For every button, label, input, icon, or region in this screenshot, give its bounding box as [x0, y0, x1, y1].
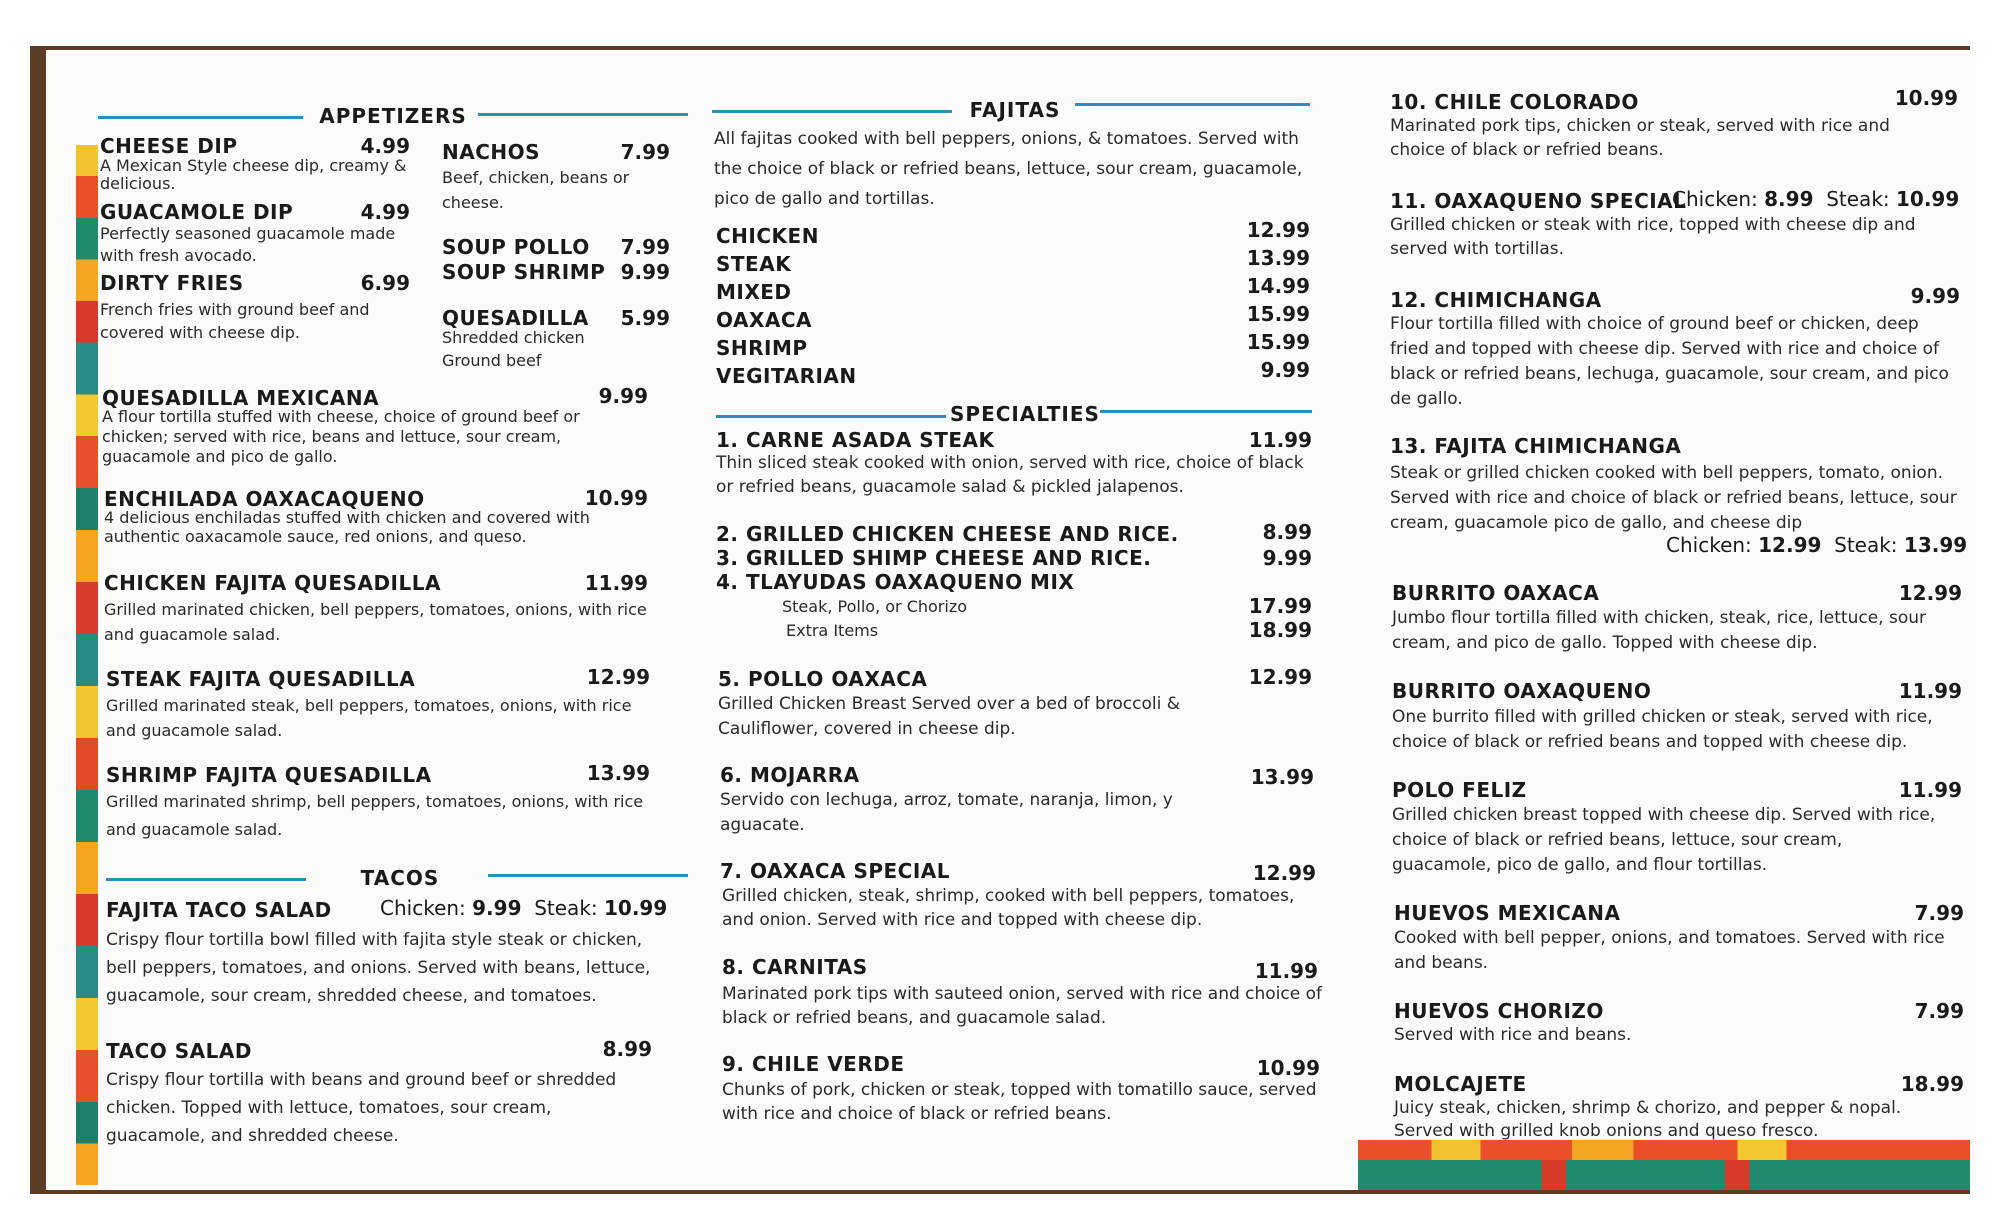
tlayudas-option-2: Extra Items — [786, 621, 879, 640]
fajita-item-chicken: CHICKEN — [716, 224, 819, 248]
burrito-oaxaca-price: 12.99 — [1898, 581, 1962, 605]
chile-verde-desc: Chunks of pork, chicken or steak, topped with tomatillo sauce, served with rice and choice of black or refried beans. — [722, 1080, 1317, 1124]
burrito-oaxaca-name: BURRITO OAXACA — [1392, 581, 1600, 605]
quesadilla-mexicana-name: QUESADILLA MEXICANA — [102, 386, 380, 410]
dirty-fries-name: DIRTY FRIES — [100, 271, 244, 295]
burrito-oaxaca-desc: Jumbo flour tortilla filled with chicken, steak, rice, lettuce, sour cream, and pico de gallo. Topped with cheese dip. — [1392, 608, 1926, 653]
chile-colorado-desc: Marinated pork tips, chicken or steak, served with rice and choice of black or refried beans. — [1390, 116, 1890, 160]
guacamole-dip-desc: Perfectly seasoned guacamole made with fresh avocado. — [100, 224, 396, 265]
quesadilla-mexicana-price: 9.99 — [598, 384, 648, 408]
section-rule — [478, 113, 688, 116]
carnitas-price: 11.99 — [1254, 959, 1318, 983]
huevos-mexicana-name: HUEVOS MEXICANA — [1394, 901, 1621, 925]
carne-asada-price: 11.99 — [1248, 428, 1312, 452]
section-rule — [488, 874, 688, 877]
steak-price: 13.99 — [1903, 533, 1968, 557]
steak-label: Steak: — [534, 896, 598, 920]
fajita-taco-salad-name: FAJITA TACO SALAD — [106, 898, 332, 922]
enchilada-price: 10.99 — [584, 486, 648, 510]
fajita-chimichanga-desc: Steak or grilled chicken cooked with bell peppers, tomato, onion. Served with rice and choice of black or refried beans, lettuce, sour cream, guacamole pico de gallo, and cheese dip — [1390, 463, 1957, 533]
chicken-price: 8.99 — [1764, 187, 1814, 211]
section-rule — [1100, 410, 1312, 413]
fajita-item-vegitarian: VEGITARIAN — [716, 364, 857, 388]
tacos-title: TACOS — [360, 866, 440, 890]
carne-asada-name: 1. CARNE ASADA STEAK — [716, 428, 995, 452]
quesadilla-mexicana-desc: A flour tortilla stuffed with cheese, choice of ground beef or chicken; served with rice, beans and lettuce, sour cream, guacamole and pico de gallo. — [102, 407, 580, 466]
mojarra-desc: Servido con lechuga, arroz, tomate, naranja, limon, y aguacate. — [720, 790, 1173, 835]
huevos-mexicana-desc: Cooked with bell pepper, onions, and tomatoes. Served with rice and beans. — [1394, 928, 1945, 973]
quesadilla-name: QUESADILLA — [442, 306, 589, 330]
guacamole-dip-name: GUACAMOLE DIP — [100, 200, 294, 224]
oaxaqueno-special-prices — [1672, 187, 1962, 211]
chicken-label: Chicken: — [380, 896, 466, 920]
polo-feliz-name: POLO FELIZ — [1392, 778, 1527, 802]
huevos-mexicana-price: 7.99 — [1914, 901, 1964, 925]
chicken-fajita-quesadilla-name: CHICKEN FAJITA QUESADILLA — [104, 571, 441, 595]
tlayudas-name: 4. TLAYUDAS OAXAQUENO MIX — [716, 570, 1075, 594]
cheese-dip-name: CHEESE DIP — [100, 134, 238, 158]
guacamole-dip-price: 4.99 — [360, 200, 410, 224]
pollo-oaxaca-name: 5. POLLO OAXACA — [718, 667, 928, 691]
chicken-price: 12.99 — [1758, 533, 1822, 557]
enchilada-name: ENCHILADA OAXACAQUENO — [104, 487, 425, 511]
fajitas-title: FAJITAS — [969, 98, 1061, 122]
huevos-chorizo-name: HUEVOS CHORIZO — [1394, 999, 1604, 1023]
section-rule — [712, 110, 952, 113]
cheese-dip-desc: A Mexican Style cheese dip, creamy & delicious. — [100, 156, 407, 193]
chile-colorado-name: 10. CHILE COLORADO — [1390, 90, 1639, 114]
dirty-fries-price: 6.99 — [360, 271, 410, 295]
chile-verde-price: 10.99 — [1256, 1056, 1320, 1080]
fajita-taco-salad-desc: Crispy flour tortilla bowl filled with fajita style steak or chicken, bell peppers, tomatoes, and onions. Served with beans, lettuce, guacamole, sour cream, shredded cheese, and tomatoes. — [106, 930, 651, 1006]
mojarra-price: 13.99 — [1250, 765, 1314, 789]
chimichanga-name: 12. CHIMICHANGA — [1390, 288, 1602, 312]
shrimp-fajita-quesadilla-price: 13.99 — [586, 761, 650, 785]
steak-label: Steak: — [1834, 533, 1898, 557]
section-rule — [1075, 103, 1310, 106]
molcajete-desc: Juicy steak, chicken, shrimp & chorizo, and pepper & nopal. Served with grilled knob onions and queso fresco. — [1394, 1098, 1902, 1141]
taco-salad-price: 8.99 — [602, 1037, 652, 1061]
fajita-chimichanga-prices — [1666, 533, 1966, 557]
burrito-oaxaqueno-name: BURRITO OAXAQUENO — [1392, 679, 1652, 703]
fajita-price-shrimp: 15.99 — [1246, 330, 1310, 354]
chicken-fajita-quesadilla-desc: Grilled marinated chicken, bell peppers, tomatoes, onions, with rice and guacamole salad. — [104, 600, 647, 644]
fajita-item-shrimp: SHRIMP — [716, 336, 808, 360]
pollo-oaxaca-desc: Grilled Chicken Breast Served over a bed of broccoli & Cauliflower, covered in cheese dip. — [718, 694, 1180, 739]
decorative-bottom-bar — [1358, 1140, 1970, 1190]
grilled-shimp-cheese-price: 9.99 — [1262, 546, 1312, 570]
fajita-price-steak: 13.99 — [1246, 246, 1310, 270]
soup-shrimp-price: 9.99 — [620, 260, 670, 284]
taco-salad-name: TACO SALAD — [106, 1039, 252, 1063]
taco-salad-desc: Crispy flour tortilla with beans and ground beef or shredded chicken. Topped with lettuce, tomatoes, sour cream, guacamole, and shredded cheese. — [106, 1070, 617, 1146]
tlayudas-option-2-price: 18.99 — [1248, 618, 1312, 642]
oaxaqueno-special-name: 11. OAXAQUENO SPECIAL — [1390, 189, 1687, 213]
fajita-price-mixed: 14.99 — [1246, 274, 1310, 298]
soup-pollo-name: SOUP POLLO — [442, 235, 590, 259]
pollo-oaxaca-price: 12.99 — [1248, 665, 1312, 689]
shrimp-fajita-quesadilla-desc: Grilled marinated shrimp, bell peppers, tomatoes, onions, with rice and guacamole salad. — [106, 792, 644, 839]
oaxaqueno-special-desc: Grilled chicken or steak with rice, topped with cheese dip and served with tortillas. — [1390, 215, 1916, 259]
chimichanga-price: 9.99 — [1910, 284, 1960, 308]
fajita-item-mixed: MIXED — [716, 280, 792, 304]
steak-fajita-quesadilla-price: 12.99 — [586, 665, 650, 689]
fajita-item-oaxaca: OAXACA — [716, 308, 812, 332]
nachos-price: 7.99 — [620, 140, 670, 164]
carnitas-desc: Marinated pork tips with sauteed onion, served with rice and choice of black or refried beans, and guacamole salad. — [722, 984, 1322, 1028]
huevos-chorizo-price: 7.99 — [1914, 999, 1964, 1023]
soup-shrimp-name: SOUP SHRIMP — [442, 260, 606, 284]
fajitas-desc: All fajitas cooked with bell peppers, onions, & tomatoes. Served with the choice of black or refried beans, lettuce, sour cream, guacamole, pico de gallo and tortillas. — [714, 129, 1303, 209]
chicken-price: 9.99 — [472, 896, 522, 920]
steak-fajita-quesadilla-name: STEAK FAJITA QUESADILLA — [106, 667, 416, 691]
quesadilla-option-2: Ground beef — [442, 351, 542, 370]
chile-verde-name: 9. CHILE VERDE — [722, 1052, 905, 1076]
chicken-label: Chicken: — [1666, 533, 1752, 557]
specialties-title: SPECIALTIES — [950, 402, 1100, 426]
fajita-item-steak: STEAK — [716, 252, 792, 276]
dirty-fries-desc: French fries with ground beef and covered with cheese dip. — [100, 300, 370, 342]
steak-label: Steak: — [1826, 187, 1890, 211]
grilled-chicken-cheese-name: 2. GRILLED CHICKEN CHEESE AND RICE. — [716, 522, 1179, 546]
steak-price: 10.99 — [604, 896, 668, 920]
fajita-taco-salad-prices — [380, 896, 668, 920]
molcajete-name: MOLCAJETE — [1394, 1072, 1527, 1096]
quesadilla-option-1: Shredded chicken — [442, 328, 585, 347]
section-rule — [98, 116, 303, 119]
steak-price: 10.99 — [1896, 187, 1960, 211]
grilled-chicken-cheese-price: 8.99 — [1262, 520, 1312, 544]
burrito-oaxaqueno-desc: One burrito filled with grilled chicken or steak, served with rice, choice of black or refried beans and topped with cheese dip. — [1392, 707, 1933, 752]
fajita-price-vegitarian: 9.99 — [1260, 358, 1310, 382]
polo-feliz-price: 11.99 — [1898, 778, 1962, 802]
burrito-oaxaqueno-price: 11.99 — [1898, 679, 1962, 703]
oaxaca-special-desc: Grilled chicken, steak, shrimp, cooked with bell peppers, tomatoes, and onion. Served with rice and topped with cheese dip. — [722, 886, 1295, 930]
steak-fajita-quesadilla-desc: Grilled marinated steak, bell peppers, tomatoes, onions, with rice and guacamole salad. — [106, 696, 632, 740]
chile-colorado-price: 10.99 — [1894, 86, 1958, 110]
oaxaca-special-price: 12.99 — [1252, 861, 1316, 885]
enchilada-desc: 4 delicious enchiladas stuffed with chicken and covered with authentic oaxacamole sauce, red onions, and queso. — [104, 508, 590, 546]
carnitas-name: 8. CARNITAS — [722, 955, 868, 979]
decorative-stripe — [76, 145, 98, 1185]
soup-pollo-price: 7.99 — [620, 235, 670, 259]
quesadilla-price: 5.99 — [620, 306, 670, 330]
oaxaca-special-name: 7. OAXACA SPECIAL — [720, 859, 951, 883]
chicken-label: Chicken: — [1672, 187, 1758, 211]
chicken-fajita-quesadilla-price: 11.99 — [584, 571, 648, 595]
grilled-shimp-cheese-name: 3. GRILLED SHIMP CHEESE AND RICE. — [716, 546, 1152, 570]
huevos-chorizo-desc: Served with rice and beans. — [1394, 1025, 1632, 1045]
section-rule — [716, 415, 946, 418]
molcajete-price: 18.99 — [1900, 1072, 1964, 1096]
nachos-name: NACHOS — [442, 140, 541, 164]
mojarra-name: 6. MOJARRA — [720, 763, 860, 787]
section-rule — [106, 878, 306, 881]
chimichanga-desc: Flour tortilla filled with choice of ground beef or chicken, deep fried and topped with cheese dip. Served with rice and choice of black or refried beans, lechuga, guacamole, sour cream, and pico de gallo. — [1390, 314, 1949, 409]
appetizers-title: APPETIZERS — [319, 104, 467, 128]
tlayudas-option-1-price: 17.99 — [1248, 594, 1312, 618]
cheese-dip-price: 4.99 — [360, 134, 410, 158]
fajita-chimichanga-name: 13. FAJITA CHIMICHANGA — [1390, 434, 1682, 458]
carne-asada-desc: Thin sliced steak cooked with onion, served with rice, choice of black or refried beans, guacamole salad & pickled jalapenos. — [716, 453, 1304, 497]
fajita-price-chicken: 12.99 — [1246, 218, 1310, 242]
polo-feliz-desc: Grilled chicken breast topped with cheese dip. Served with rice, choice of black or refried beans, lettuce, sour cream, guacamole, pico de gallo, and flour tortillas. — [1392, 805, 1936, 875]
shrimp-fajita-quesadilla-name: SHRIMP FAJITA QUESADILLA — [106, 763, 432, 787]
nachos-desc: Beef, chicken, beans or cheese. — [442, 168, 630, 212]
tlayudas-option-1: Steak, Pollo, or Chorizo — [782, 597, 967, 616]
fajita-price-oaxaca: 15.99 — [1246, 302, 1310, 326]
